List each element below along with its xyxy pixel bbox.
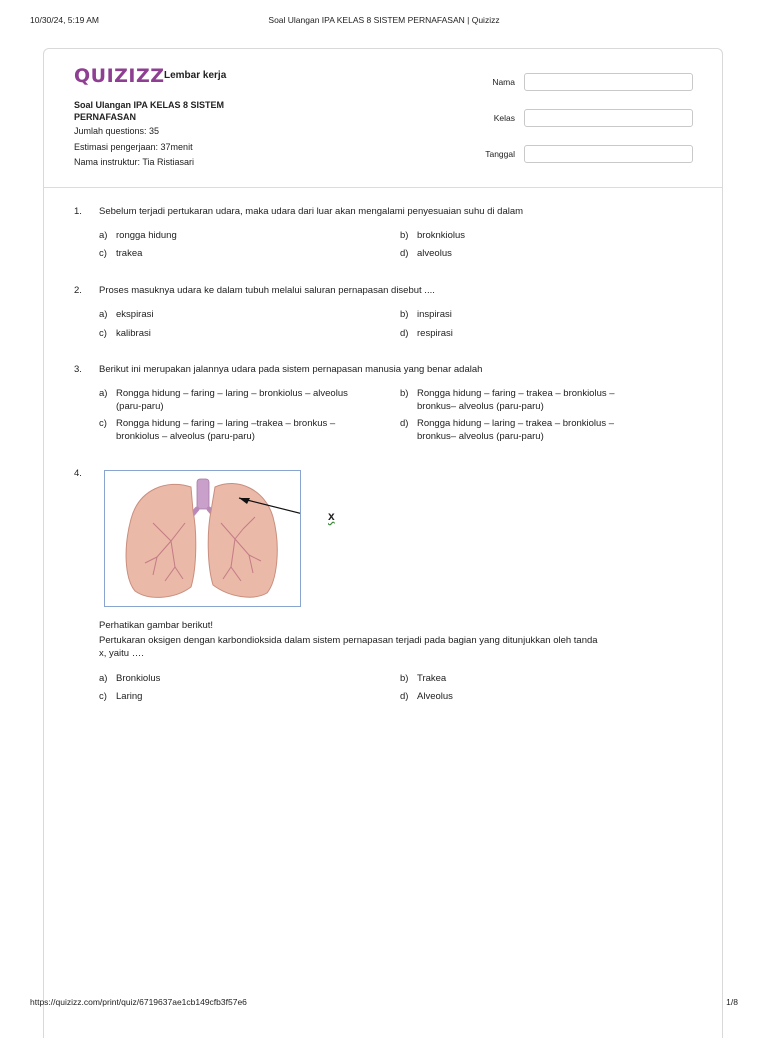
option-text: rongga hidung xyxy=(116,230,177,241)
option-text: Bronkiolus xyxy=(116,673,161,684)
option-text: Trakea xyxy=(417,673,447,684)
option-letter: c) xyxy=(99,691,107,702)
option-text: trakea xyxy=(116,248,143,259)
option-text-line2: bronkiolus – alveolus (paru-paru) xyxy=(116,431,255,442)
option-letter: c) xyxy=(99,248,107,259)
option-letter: d) xyxy=(400,418,409,429)
estimated-duration: Estimasi pengerjaan: 37menit xyxy=(74,142,193,152)
question-text-line2: x, yaitu …. xyxy=(99,648,144,659)
date-field[interactable] xyxy=(524,145,693,163)
option-text: ekspirasi xyxy=(116,309,154,320)
option-text: kalibrasi xyxy=(116,328,151,339)
option-text: Laring xyxy=(116,691,143,702)
class-label: Kelas xyxy=(493,113,515,123)
lung-illustration xyxy=(104,470,301,607)
question-count: Jumlah questions: 35 xyxy=(74,126,160,136)
instructor-name: Nama instruktur: Tia Ristiasari xyxy=(74,157,195,167)
question-number: 3. xyxy=(74,364,82,375)
quizizz-logo xyxy=(74,65,227,87)
option-letter: c) xyxy=(99,418,107,429)
option-letter: d) xyxy=(400,328,409,339)
option-letter: b) xyxy=(400,673,409,684)
worksheet-subtitle: Lembar kerja xyxy=(164,70,227,81)
print-header xyxy=(30,15,738,27)
option-text: alveolus xyxy=(417,248,452,259)
print-footer xyxy=(30,997,738,1009)
option-text: respirasi xyxy=(417,328,453,339)
option-letter: a) xyxy=(99,230,108,241)
question-text: Berikut ini merupakan jalannya udara pada sistem pernapasan manusia yang benar adalah xyxy=(99,364,483,375)
option-text-line1: Rongga hidung – faring – laring – bronkiolus – alveolus xyxy=(116,388,348,399)
worksheet xyxy=(43,48,723,1038)
option-text-line2: bronkus– alveolus (paru-paru) xyxy=(417,431,544,442)
option-text-line1: Rongga hidung – faring – laring –trakea – bronkus – xyxy=(116,418,336,429)
class-field[interactable] xyxy=(524,109,693,127)
option-text-line1: Rongga hidung – laring – trakea – bronkiolus – xyxy=(417,418,614,429)
page-number: 1/8 xyxy=(726,997,738,1007)
option-letter: b) xyxy=(400,309,409,320)
option-text-line1: Rongga hidung – faring – trakea – bronkiolus – xyxy=(417,388,615,399)
lungs-drawing xyxy=(105,471,300,606)
option-text-line2: bronkus– alveolus (paru-paru) xyxy=(417,401,544,412)
question-intro: Perhatikan gambar berikut! xyxy=(99,620,214,631)
option-text-line2: (paru-paru) xyxy=(116,401,164,412)
option-letter: b) xyxy=(400,230,409,241)
name-field[interactable] xyxy=(524,73,693,91)
date-label: Tanggal xyxy=(485,149,515,159)
option-letter: c) xyxy=(99,328,107,339)
name-label: Nama xyxy=(492,77,515,87)
quiz-title: Soal Ulangan IPA KELAS 8 SISTEM PERNAFASAN xyxy=(74,100,225,122)
brand-name: QUIZIZZ xyxy=(74,65,165,87)
option-letter: d) xyxy=(400,248,409,259)
question-number: 1. xyxy=(74,206,82,217)
option-text: inspirasi xyxy=(417,309,452,320)
option-text: Alveolus xyxy=(417,691,453,702)
option-text: broknkiolus xyxy=(417,230,466,241)
page-url: https://quizizz.com/print/quiz/6719637ae1cb149cfb3f57e6 xyxy=(30,997,247,1007)
question-number: 2. xyxy=(74,285,82,296)
option-letter: a) xyxy=(99,388,108,399)
worksheet-header xyxy=(44,49,722,188)
print-date: 10/30/24, 5:19 AM xyxy=(30,15,99,25)
option-letter: b) xyxy=(400,388,409,399)
option-letter: a) xyxy=(99,309,108,320)
option-letter: a) xyxy=(99,673,108,684)
question-number: 4. xyxy=(74,468,82,479)
question-text: Proses masuknya udara ke dalam tubuh melalui saluran pernapasan disebut .... xyxy=(99,285,435,296)
question-text: Sebelum terjadi pertukaran udara, maka udara dari luar akan mengalami penyesuaian suhu di dalam xyxy=(99,206,524,217)
print-title: Soal Ulangan IPA KELAS 8 SISTEM PERNAFASAN | Quizizz xyxy=(268,15,500,25)
question-text-line1: Pertukaran oksigen dengan karbondioksida dalam sistem pernapasan terjadi pada bagian yang ditunjukkan oleh tanda xyxy=(99,635,598,646)
figure-marker-x: x xyxy=(328,509,335,523)
option-letter: d) xyxy=(400,691,409,702)
